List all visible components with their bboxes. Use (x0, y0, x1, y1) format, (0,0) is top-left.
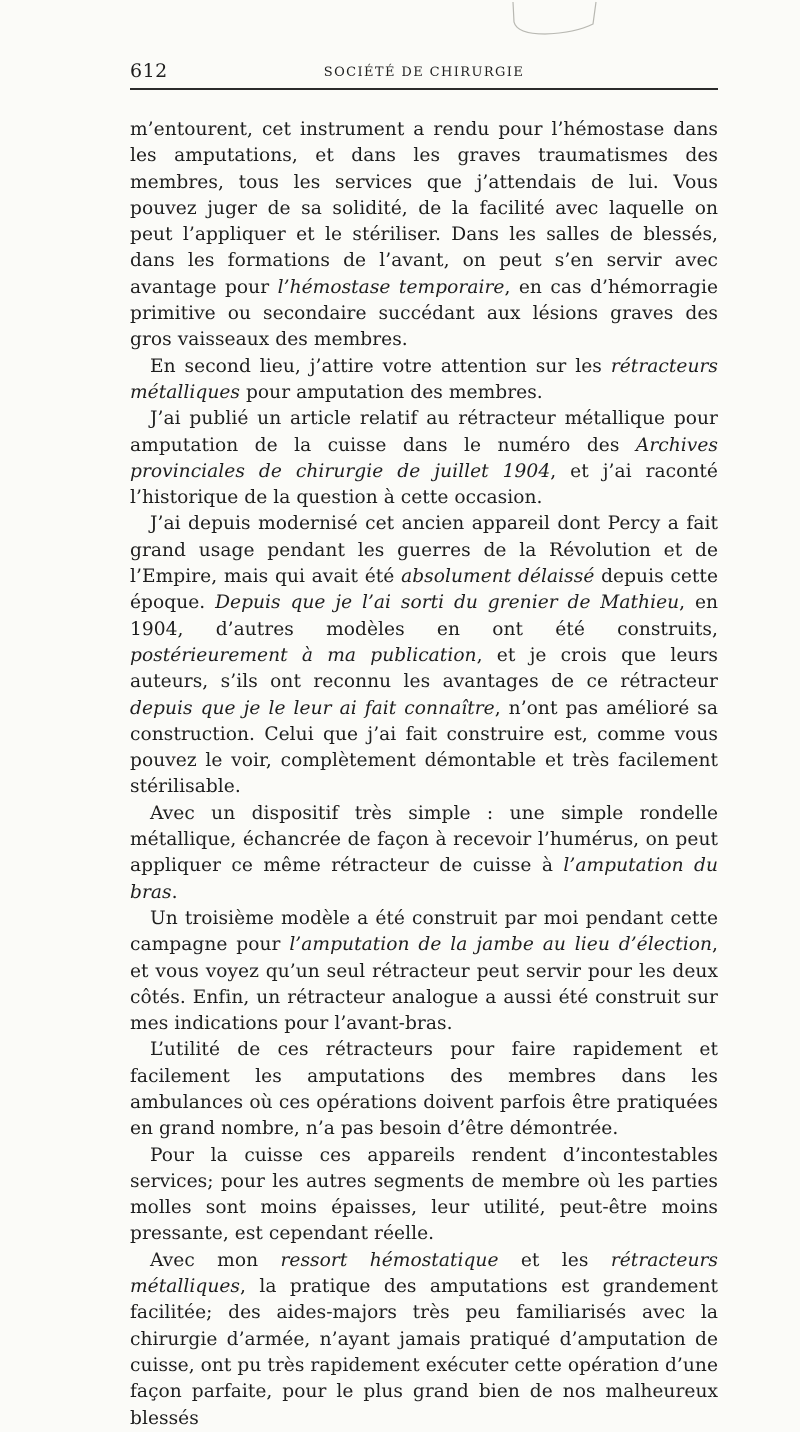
paragraph (130, 406, 718, 511)
text-segment: , en 1904, d’autres modèles en ont été construits, (130, 592, 719, 640)
italic-text: depuis que je le leur ai fait connaître (130, 697, 495, 719)
page-header (130, 58, 718, 90)
paragraph (130, 906, 718, 1037)
text-segment: , et vous voyez qu’un seul rétracteur peut servir pour les deux côtés. Enfin, un rétracteur analogue a aussi été construit sur mes indications pour l’avant-bras. (130, 934, 718, 1035)
italic-text: absolument délaissé (401, 566, 595, 588)
paragraph (130, 801, 718, 906)
text-segment: Pour la cuisse ces appareils rendent d’incontestables services; pour les autres segments de membre où les parties molles sont moins épaisses, leur utilité, peut-être moins pressante, est cependant réelle. (130, 1144, 718, 1245)
text-segment: , et je crois que leurs auteurs, s’ils ont reconnu les avantages de ce rétracteur (130, 644, 718, 693)
paragraph (130, 117, 718, 354)
running-title: SOCIÉTÉ DE CHIRURGIE (323, 65, 525, 80)
paragraph (130, 511, 718, 800)
italic-text: l’amputation de la jambe au lieu d’élection (289, 934, 713, 956)
italic-text: Depuis que je l’ai sorti du grenier de Mathieu (215, 592, 680, 614)
italic-text: l’hémostase temporaire (277, 276, 505, 298)
text-segment: , en cas d’hémorragie primitive ou secondaire succédant aux lésions graves des gros vaisseaux des membres. (130, 276, 718, 351)
text-segment: . (171, 881, 178, 903)
italic-text: rétracteurs métalliques (130, 1249, 718, 1298)
paragraph (130, 1037, 718, 1142)
text-segment: , la pratique des amputations est grandement facilitée; des aides-majors très peu familiarisés avec la chirurgie d’armée, n’ayant jamais pratiqué d’amputation de cuisse, ont pu très rapidement exécuter cette opération d’une façon parfaite, pour le plus grand bien de nos malheureux blessés (130, 1276, 718, 1429)
paragraph (130, 1248, 718, 1432)
text-segment: L’utilité de ces rétracteurs pour faire rapidement et facilement les amputations des membres dans les ambulances où ces opérations doivent parfois être pratiquées en grand nombre, n’a pas besoin d’être démontrée. (130, 1039, 718, 1140)
text-segment: En second lieu, j’attire votre attention sur les (150, 355, 611, 377)
text-segment: J’ai publié un article relatif au rétracteur métallique pour amputation de la cuisse dans le numéro des (130, 408, 718, 456)
italic-text: postérieurement à ma publication (130, 644, 477, 666)
body-text (130, 117, 718, 1432)
text-segment: Avec mon (150, 1249, 281, 1271)
text-segment: depuis cette époque. (130, 566, 718, 614)
italic-text: ressort hémostatique (280, 1249, 499, 1271)
text-segment: , n’ont pas amélioré sa construction. Celui que j’ai fait construire est, comme vous pouvez le voir, complètement démontable et très facilement stérilisable. (130, 697, 718, 798)
text-segment: et les (498, 1249, 611, 1271)
text-segment: Avec un dispositif très simple : une simple rondelle métallique, échancrée de façon à recevoir l’humérus, on peut appliquer ce même rétracteur de cuisse à (130, 802, 718, 877)
scan-margin-mark (505, 0, 600, 38)
italic-text: rétracteurs métalliques (130, 355, 718, 403)
text-segment: pour amputation des membres. (240, 381, 543, 403)
text-segment: Un troisième modèle a été construit par moi pendant cette campagne pour (130, 907, 718, 956)
paragraph (130, 354, 718, 407)
text-segment: m’entourent, cet instrument a rendu pour l’hémostase dans les amputations, et dans les graves traumatismes des membres, tous les services que j’attendais de lui. Vous pouvez juger de sa solidité, de la facilité avec laquelle on peut l’appliquer et le stériliser. Dans les salles de blessés, dans les formations de l’avant, on peut s’en servir avec avantage pour (130, 119, 718, 298)
text-segment: , et j’ai raconté l’historique de la question à cette occasion. (130, 460, 718, 509)
paragraph (130, 1143, 718, 1248)
italic-text: l’amputation du bras (130, 855, 719, 903)
italic-text: Archives provinciales de chirurgie de juillet 1904 (130, 434, 718, 482)
text-segment: J’ai depuis modernisé cet ancien appareil dont Percy a fait grand usage pendant les guerres de la Révolution et de l’Empire, mais qui avait été (130, 513, 718, 588)
page-number: 612 (130, 60, 168, 82)
